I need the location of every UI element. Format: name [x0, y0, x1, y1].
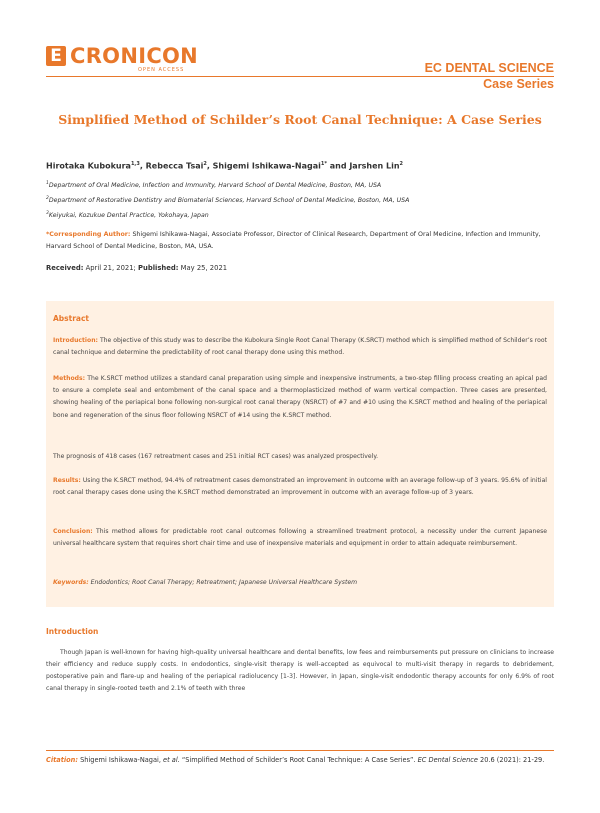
- affiliation-number: 1: [46, 181, 49, 186]
- abstract-heading: Abstract: [53, 314, 90, 323]
- article-title: Simplified Method of Schilder’s Root Canal Technique: A Case Series: [58, 112, 542, 127]
- author-separator: ,: [139, 161, 146, 171]
- published-date: May 25, 2021: [178, 264, 228, 272]
- author-separator: ,: [206, 161, 213, 171]
- affiliation: [46, 181, 381, 189]
- affiliation-number: 3: [46, 211, 49, 216]
- affiliation: [46, 196, 409, 204]
- affiliation: [46, 211, 209, 219]
- abstract-section-label: Results:: [53, 477, 81, 484]
- publisher-logo-wordmark: CRONICON: [70, 44, 199, 68]
- abstract-section-text: The K.SRCT method utilizes a standard canal preparation using simple and inexpensive instruments, a two-step filling process creating an apical pad to ensure a complete seal and entombment of the canal space and a thermoplasticized method of warm vertical compaction. Three cases are presented, showing healing of the periapical bone following non-surgical root canal therapy (NSRCT) of #7 and #10 using the K.SRCT method and healing of the periapical bone and regeneration of the sinus floor following NSRCT of #14 using the K.SRCT method.: [53, 375, 547, 419]
- author-name: Rebecca Tsai: [145, 161, 204, 171]
- abstract-section-label: Introduction:: [53, 337, 98, 344]
- publisher-logo-mark: E: [46, 46, 66, 66]
- abstract-results: [53, 475, 547, 499]
- keywords-text: Endodontics; Root Canal Therapy; Retreatment; Japanese Universal Healthcare System: [88, 579, 358, 586]
- abstract-section-text: This method allows for predictable root canal outcomes following a streamlined treatment protocol, a necessity under the current Japanese universal healthcare system that requires short chair time and use of inexpensive materials and equipment in order to attain adequate reimbursement.: [53, 528, 547, 548]
- abstract-methods: [53, 373, 547, 422]
- introduction-heading: Introduction: [46, 627, 99, 636]
- affiliation-text: Department of Restorative Dentistry and Biomaterial Sciences, Harvard School of Dental Medicine, Boston, MA, USA: [48, 197, 410, 205]
- author-name: Hirotaka Kubokura: [46, 161, 131, 171]
- author-separator: and: [326, 161, 350, 171]
- abstract-keywords: [53, 577, 547, 589]
- received-date: April 21, 2021;: [83, 264, 139, 272]
- author-list: [46, 161, 403, 171]
- keywords-label: Keywords:: [53, 579, 89, 586]
- citation-journal: EC Dental Science: [417, 756, 478, 764]
- abstract-introduction: [53, 335, 547, 359]
- citation-label: Citation:: [46, 756, 78, 764]
- author-affiliation-sup: 1*: [320, 161, 327, 167]
- corresponding-author-text: Shigemi Ishikawa-Nagai, Associate Professor, Director of Clinical Research, Department of Oral Medicine, Infection and Immunity, Harvard School of Dental Medicine, Boston, MA, USA.: [46, 231, 541, 250]
- citation-title: “Simplified Method of Schilder’s Root Canal Technique: A Case Series”.: [179, 756, 418, 764]
- publisher-logo-tagline: OPEN ACCESS: [138, 67, 185, 73]
- citation-etal: et al.: [163, 756, 180, 764]
- citation-author: Shigemi Ishikawa-Nagai,: [77, 756, 164, 764]
- abstract-section-label: Methods:: [53, 375, 86, 382]
- abstract-section-text: The objective of this study was to describe the Kubokura Single Root Canal Therapy (K.SRCT) method which is simplified method of Schilder’s root canal technique and determine the predictability of root canal therapy done using this method.: [53, 337, 547, 357]
- affiliation-text: Keiyukai, Kozukue Dental Practice, Yokohaya, Japan: [48, 212, 209, 220]
- author-affiliation-sup: 2: [399, 161, 404, 167]
- publication-dates: [46, 264, 227, 272]
- author-name: Jarshen Lin: [349, 161, 400, 171]
- abstract-section-text: Using the K.SRCT method, 94.4% of retreatment cases demonstrated an improvement in outcome with an average follow-up of 3 years. 95.6% of initial root canal therapy cases done using the K.SRCT method demonstrated an improvement in outcome with an average follow-up of 3 years.: [53, 477, 547, 497]
- corresponding-author: [46, 229, 554, 253]
- affiliation-text: Department of Oral Medicine, Infection and Immunity, Harvard School of Dental Medicine, Boston, MA, USA: [48, 182, 382, 190]
- citation: [46, 754, 554, 766]
- author-name: Shigemi Ishikawa-Nagai: [212, 161, 321, 171]
- abstract-section-label: Conclusion:: [53, 528, 93, 535]
- abstract-prognosis: The prognosis of 418 cases (167 retreatment cases and 251 initial RCT cases) was analyzed prospectively.: [53, 453, 379, 460]
- author-affiliation-sup: 1,3: [130, 161, 140, 167]
- affiliation-number: 2: [46, 196, 49, 201]
- abstract-conclusion: [53, 526, 547, 550]
- published-label: Published:: [138, 264, 179, 272]
- introduction-paragraph: Though Japan is well-known for having high-quality universal healthcare and dental benefits, low fees and reimbursements put pressure on clinicians to increase their efficiency and reduce supply costs. In endodontics, single-visit therapy is well-accepted as equivocal to multi-visit therapy in regards to debridement, postoperative pain and flare-up and healing of the periapical radiolucency [1-3]. However, in Japan, single-visit endodontic therapy accounts for only 6.9% of root canal therapy in single-rooted teeth and 2.1% of teeth with three: [46, 649, 554, 692]
- article-type: Case Series: [483, 77, 554, 91]
- header-divider: [46, 76, 554, 77]
- author-affiliation-sup: 2: [203, 161, 207, 167]
- journal-name: EC DENTAL SCIENCE: [424, 61, 554, 75]
- received-label: Received:: [46, 264, 84, 272]
- citation-volume-pages: 20.6 (2021): 21-29.: [477, 756, 545, 764]
- corresponding-author-label: *Corresponding Author:: [46, 231, 131, 238]
- footer-divider: [46, 750, 554, 751]
